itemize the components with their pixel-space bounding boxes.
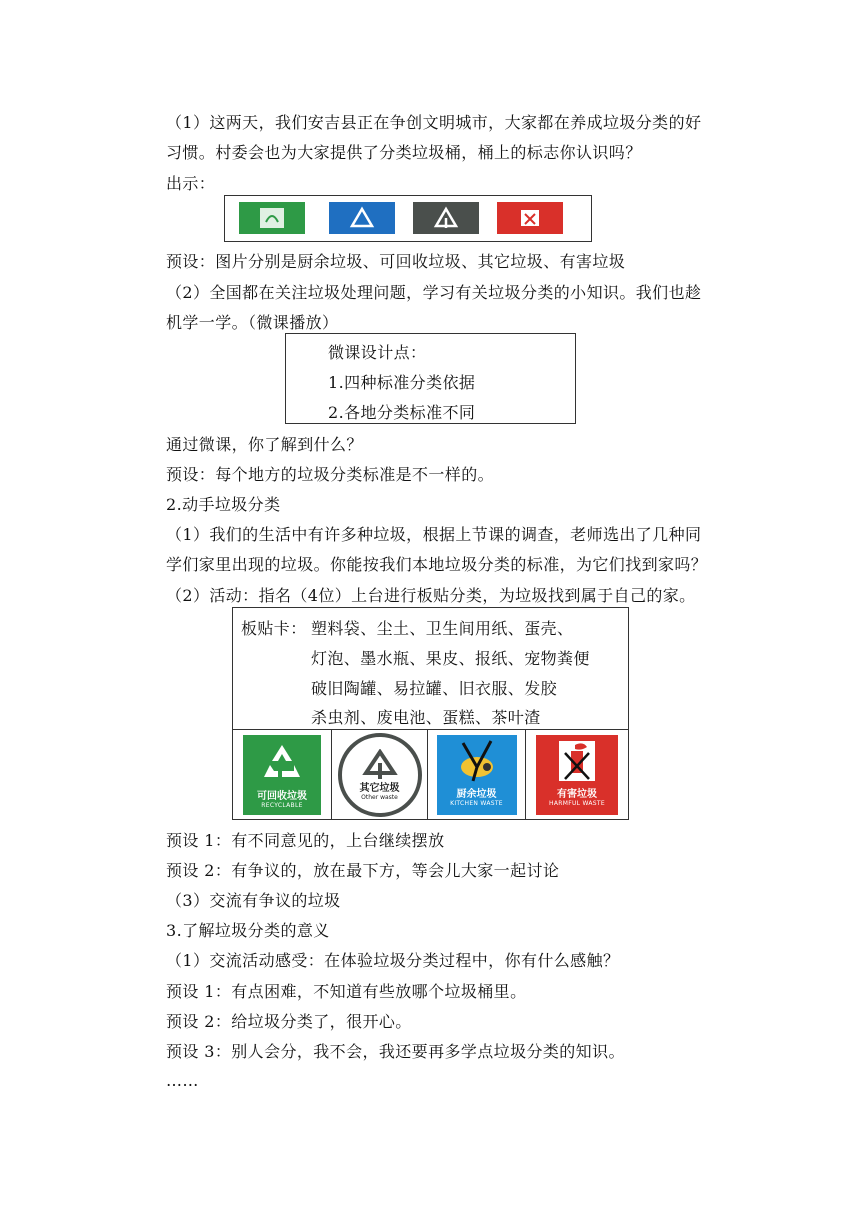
other-waste-icon — [362, 749, 398, 779]
other-sign — [338, 733, 422, 817]
board-card-label: 板贴卡： — [241, 619, 307, 638]
board-card-table — [232, 607, 629, 820]
micro-box-title: 微课设计点： — [328, 343, 427, 362]
section-heading: 3.了解垃圾分类的意义 — [166, 921, 330, 940]
board-card-line: 杀虫剂、废电池、蛋糕、茶叶渣 — [311, 708, 541, 727]
micro-course-box — [285, 333, 576, 424]
micro-box-item: 1.四种标准分类依据 — [328, 373, 476, 392]
paragraph-line: 通过微课，你了解到什么？ — [166, 435, 363, 454]
sign-cell — [427, 730, 525, 819]
sign-cell — [233, 730, 331, 819]
show-label: 出示： — [166, 174, 216, 193]
section-heading: 2.动手垃圾分类 — [166, 495, 281, 514]
harmful-bin-icon — [497, 202, 563, 234]
paragraph-line: 机学一学。（微课播放） — [166, 313, 339, 332]
kitchen-bin-icon — [239, 202, 305, 234]
kitchen-sign — [437, 735, 517, 815]
sign-row — [233, 730, 628, 819]
board-card-text-cell — [233, 608, 628, 730]
harmful-sign — [536, 735, 618, 815]
paragraph-line: 习惯。村委会也为大家提供了分类垃圾桶，桶上的标志你认识吗？ — [166, 143, 642, 162]
paragraph-line: （1）我们的生活中有许多种垃圾，根据上节课的调查，老师选出了几种同 — [166, 525, 702, 544]
paragraph-line: （3）交流有争议的垃圾 — [166, 891, 341, 910]
recyclable-sign — [243, 735, 321, 815]
paragraph-line: （2）全国都在关注垃圾处理问题，学习有关垃圾分类的小知识。我们也趁 — [166, 283, 702, 302]
fish-bone-icon — [455, 737, 499, 785]
paragraph-line: 预设 3：别人会分，我不会，我还要再多学点垃圾分类的知识。 — [166, 1042, 625, 1061]
sign-cell — [525, 730, 628, 819]
harmful-sign-cn: 有害垃圾 — [557, 788, 597, 800]
paragraph-line: （2）活动：指名（4位）上台进行板贴分类，为垃圾找到属于自己的家。 — [166, 586, 696, 605]
micro-box-item: 2.各地分类标准不同 — [328, 403, 476, 422]
kitchen-sign-cn: 厨余垃圾 — [456, 788, 497, 800]
paragraph-line: 预设 2：有争议的，放在最下方，等会儿大家一起讨论 — [166, 861, 560, 880]
recycle-icon — [260, 741, 304, 783]
paragraph-line: 预设 1：有点困难，不知道有些放哪个垃圾桶里。 — [166, 982, 527, 1001]
sign-cell — [331, 730, 427, 819]
kitchen-sign-en: KITCHEN WASTE — [450, 799, 503, 807]
other-bin-icon — [413, 202, 479, 234]
harmful-icon — [557, 739, 597, 783]
paragraph-line: 预设：每个地方的垃圾分类标准是不一样的。 — [166, 465, 495, 484]
other-sign-cn: 其它垃圾 — [359, 782, 400, 794]
paragraph-line: 预设 2：给垃圾分类了，很开心。 — [166, 1012, 412, 1031]
recyclable-bin-icon — [329, 202, 395, 234]
other-sign-en: Other waste — [361, 793, 398, 801]
recyclable-sign-en: RECYCLABLE — [261, 801, 303, 809]
board-card-line: 破旧陶罐、易拉罐、旧衣服、发胶 — [311, 679, 558, 698]
paragraph-line: 预设 1：有不同意见的，上台继续摆放 — [166, 831, 445, 850]
recyclable-sign-cn: 可回收垃圾 — [257, 790, 307, 802]
board-card-line: 灯泡、墨水瓶、果皮、报纸、宠物粪便 — [311, 649, 590, 668]
paragraph-line: 学们家里出现的垃圾。你能按我们本地垃圾分类的标准，为它们找到家吗？ — [166, 555, 708, 574]
ellipsis: …… — [166, 1071, 199, 1090]
harmful-sign-en: HARMFUL WASTE — [549, 799, 605, 807]
paragraph-line: （1）这两天，我们安吉县正在争创文明城市，大家都在养成垃圾分类的好 — [166, 113, 702, 132]
board-card-line: 塑料袋、尘土、卫生间用纸、蛋壳、 — [311, 619, 574, 638]
paragraph-line: （1）交流活动感受：在体验垃圾分类过程中，你有什么感触？ — [166, 951, 620, 970]
bins-image — [224, 195, 592, 242]
paragraph-line: 预设：图片分别是厨余垃圾、可回收垃圾、其它垃圾、有害垃圾 — [166, 252, 626, 271]
